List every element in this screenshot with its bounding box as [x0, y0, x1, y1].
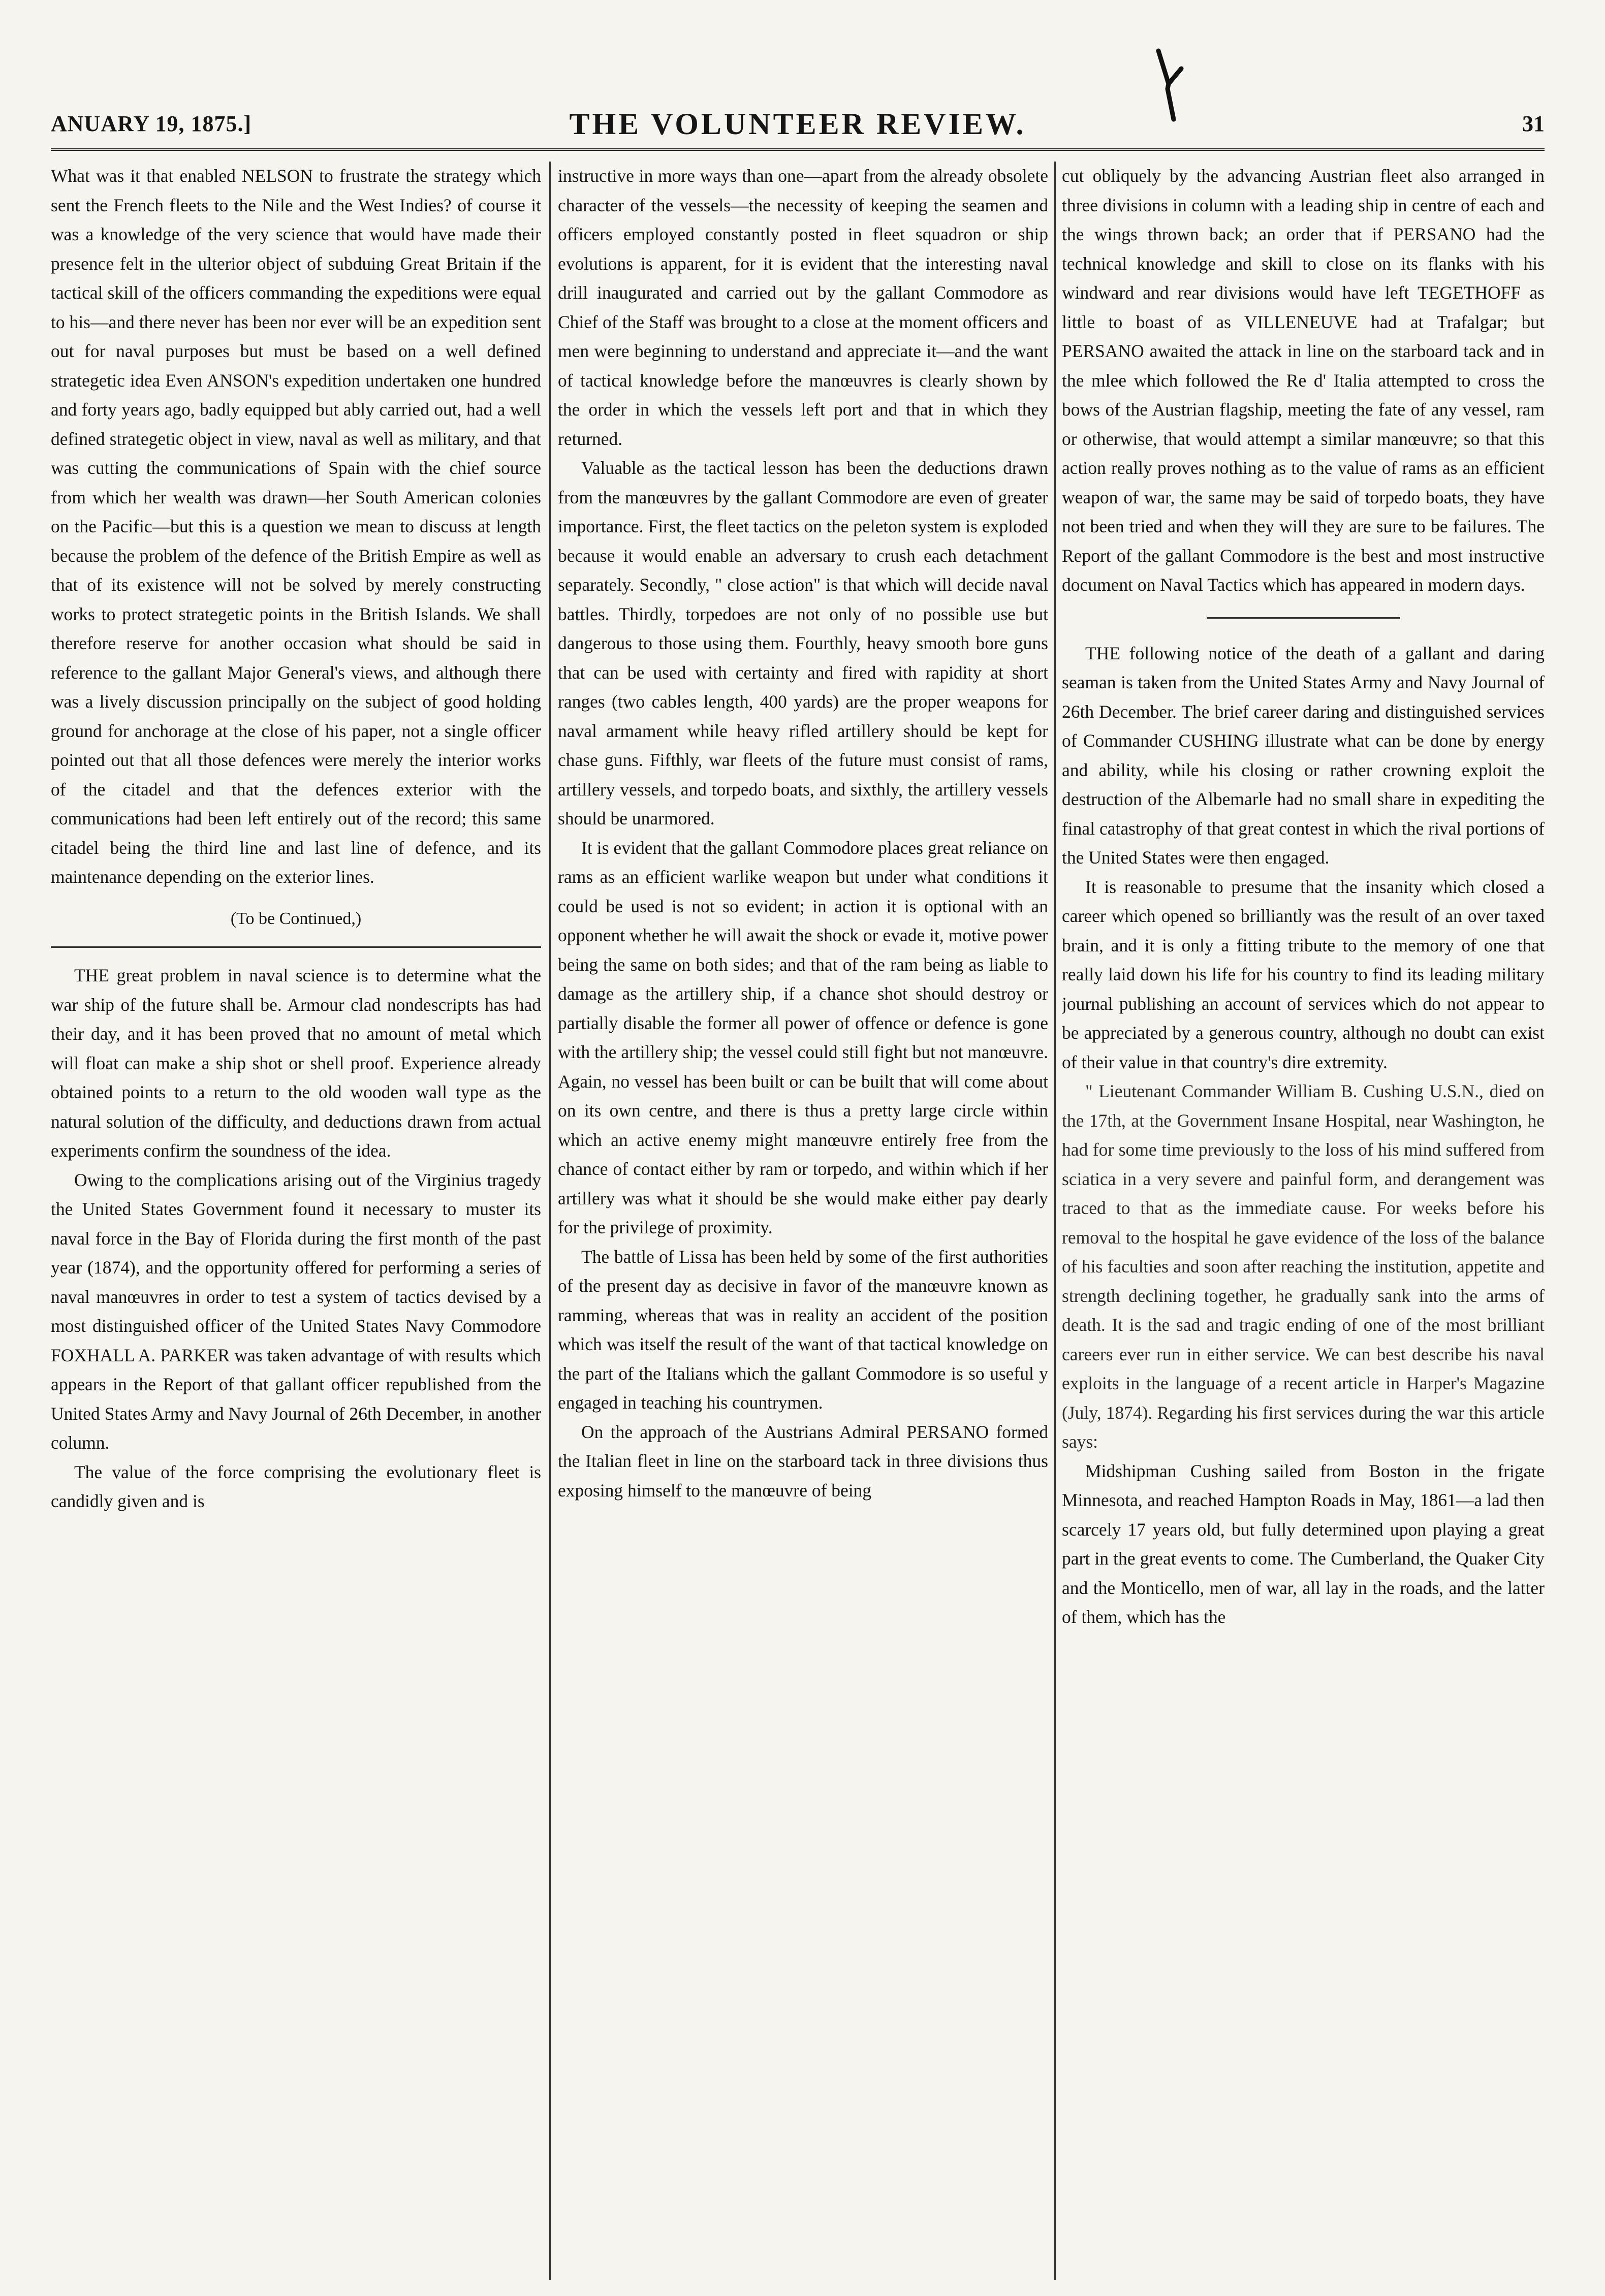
column-divider: [549, 162, 551, 2280]
quoted-paragraph: Midshipman Cushing sailed from Boston in the frigate Minnesota, and reached Hampton Roads in May, 1861—a lad then scarcely 17 years old, but fully determined upon playing a great part in the great events to come. The Cumberland, the Quaker City and the Monticello, men of war, all lay in the roads, and the latter of them, which has the: [1062, 1460, 1545, 1627]
article-paragraph: It is reasonable to presume that the insanity which closed a career which opened so brilliantly was the result of an over taxed brain, and it is only a fitting tribute to the memory of one that really laid down his life for his country to find its leading military journal publishing an account of services which do not appear to be appreciated by a generous country, although no doubt can exist of their value in that country's dire extremity.: [1062, 876, 1545, 1072]
newspaper-title: THE VOLUNTEER REVIEW.: [569, 107, 1026, 141]
article-separator: [51, 946, 541, 948]
article-paragraph: On the approach of the Austrians Admiral PERSANO formed the Italian fleet in line on the starboard tack in three divisions thus exposing himself to the manœuvre of being: [558, 1421, 1048, 1501]
article-paragraph: What was it that enabled NELSON to frustrate the strategy which sent the French fleets to the Nile and the West Indies? of course it was a knowledge of the very science that would have made their presence felt in the ulterior object of subduing Great Britain if the tactical skill of the officers commanding the expeditions were equal to his—and there never has been nor ever will be an expedition sent out for naval purposes but must be based on a well defined strategetic idea Even ANSON's expedition undertaken one hundred and forty years ago, badly equipped but ably carried out, had a well defined strategetic object in view, naval as well as military, and that was cutting the communications of Spain with the chief source from which her wealth was drawn—her South American colonies on the Pacific—but this is a question we mean to discuss at length because the problem of the defence of the British Empire as well as that of its existence will not be solved by merely constructing works to protect strategetic points in the British Islands. We shall therefore reserve for another occasion what should be said in reference to the gallant Major General's views, and although there was a lively discussion principally on the subject of good holding ground for anchorage at the close of his paper, not a single officer pointed out that all those defences were merely the interior works of the citadel and that the defences exterior with the communications had been left entirely out of the record; this same citadel being the third line and last line of defence, and its maintenance depending on the exterior lines.: [51, 166, 541, 887]
issue-date: ANUARY 19, 1875.]: [51, 111, 252, 136]
page-number: 31: [1522, 111, 1545, 136]
article-paragraph: instructive in more ways than one—apart from the already obsolete character of the vessels—the necessity of keeping the seamen and officers employed constantly posted in fleet squadron or ship evolutions is apparent, for it is evident that the interesting naval drill inaugurated and carried out by the gallant Commodore as Chief of the Staff was brought to a close at the moment officers and men were beginning to understand and appreciate it—and the want of tactical knowledge before the manœuvres is clearly shown by the order in which the vessels left port and that in which they returned.: [558, 166, 1048, 449]
header-rule: [51, 148, 1545, 151]
column-1: [51, 162, 541, 2280]
continued-note: (To be Continued,): [230, 909, 362, 928]
column-3: [1062, 162, 1545, 2280]
article-separator: [1207, 617, 1400, 619]
article-paragraph: Owing to the complications arising out of the Virginius tragedy the United States Government found it necessary to muster its naval force in the Bay of Florida during the first month of the past year (1874), and the opportunity offered for performing a series of naval manœuvres in order to test a system of tactics devised by a most distinguished officer of the United States Navy Commodore FOXHALL A. PARKER was taken advantage of with results which appears in the Report of that gallant officer republished from the United States Army and Navy Journal of 26th December, in another column.: [51, 1169, 541, 1453]
article-paragraph: The battle of Lissa has been held by some of the first authorities of the present day as decisive in favor of the manœuvre known as ramming, whereas that was in reality an accident of the position which was itself the result of the want of that tactical knowledge on the part of the Italians which the gallant Commodore is so useful y engaged in teaching his countrymen.: [558, 1246, 1048, 1413]
article-paragraph: The value of the force comprising the evolutionary fleet is candidly given and is: [51, 1461, 541, 1511]
article-paragraph: It is evident that the gallant Commodore places great reliance on rams as an efficient warlike weapon but under what conditions it could be used is not so evident; in action it is optional with an opponent whether he will await the shock or evade it, motive power being the same on both sides; and that of the ram being as liable to damage as the artillery ship, if a chance shot should destroy or partially disable the former all power of offence or defence is gone with the artillery ship; the vessel could still fight but not manœuvre. Again, no vessel has been built or can be built that will come about on its own centre, and there is thus a pretty large circle within which an active enemy might manœuvre entirely free from the chance of contact either by ram or torpedo, and within which if her artillery was what it should be she would make either pay dearly for the privilege of proximity.: [558, 837, 1048, 1237]
column-2: [558, 162, 1048, 2280]
quoted-paragraph: " Lieutenant Commander William B. Cushing U.S.N., died on the 17th, at the Government Insane Hospital, near Washington, he had for some time previously to the loss of his mind suffered from sciatica in a very severe and painful form, and derangement was traced to that as the immediate cause. For weeks before his removal to the hospital he gave evidence of the loss of the balance of his faculties and soon after reaching the institution, appetite and strength declining together, he gradually sank into the arms of death. It is the sad and tragic ending of one of the most brilliant careers ever run in either service. We can best describe his naval exploits in the language of a recent article in Harper's Magazine (July, 1874). Regarding his first services during the war this article says:: [1062, 1081, 1545, 1452]
column-divider: [1054, 162, 1056, 2280]
article-paragraph: THE following notice of the death of a gallant and daring seaman is taken from the United States Army and Navy Journal of 26th December. The brief career daring and distinguished services of Commander CUSHING illustrate what can be done by energy and ability, while his closing or rather crowning exploit the destruction of the Albemarle had no small share in expediting the final catastrophy of that great contest in which the rival portions of the United States were then engaged.: [1062, 643, 1545, 868]
article-paragraph: cut obliquely by the advancing Austrian fleet also arranged in three divisions in column with a leading ship in centre of each and the wings thrown back; an order that if PERSANO had the technical knowledge and skill to close on its flanks with his windward and rear divisions would have left TEGETHOFF as little to boast of as VILLENEUVE had at Trafalgar; but PERSANO awaited the attack in line on the starboard tack and in the mlee which followed the Re d' Italia attempted to cross the bows of the Austrian flagship, meeting the fate of any vessel, ram or otherwise, that would attempt a similar manœuvre; so that this action really proves nothing as to the value of rams as an efficient weapon of war, the same may be said of torpedo boats, they have not been tried and when they will they are sure to be failures. The Report of the gallant Commodore is the best and most instructive document on Naval Tactics which has appeared in modern days.: [1062, 166, 1545, 595]
masthead: [51, 102, 1545, 147]
article-paragraph: THE great problem in naval science is to determine what the war ship of the future shall be. Armour clad nondescripts has had their day, and it has been proved that no amount of metal which will float can make a ship shot or shell proof. Experience already obtained points to a return to the old wooden wall type as the natural solution of the difficulty, and deductions drawn from actual experiments confirm the soundness of the idea.: [51, 965, 541, 1161]
article-paragraph: Valuable as the tactical lesson has been the deductions drawn from the manœuvres by the gallant Commodore are even of greater importance. First, the fleet tactics on the peleton system is exploded because it would enable an adversary to crush each detachment separately. Secondly, " close action" is that which will decide naval battles. Thirdly, torpedoes are not only of no possible use but dangerous to those using them. Fourthly, heavy smooth bore guns that can be used with certainty and fired with rapidity at short ranges (two cables length, 400 yards) are the proper weapons for naval armament while heavy rifled artillery should be kept for chase guns. Fifthly, war fleets of the future must consist of rams, artillery vessels, and torpedo boats, and sixthly, the artillery vessels should be unarmored.: [558, 458, 1048, 828]
